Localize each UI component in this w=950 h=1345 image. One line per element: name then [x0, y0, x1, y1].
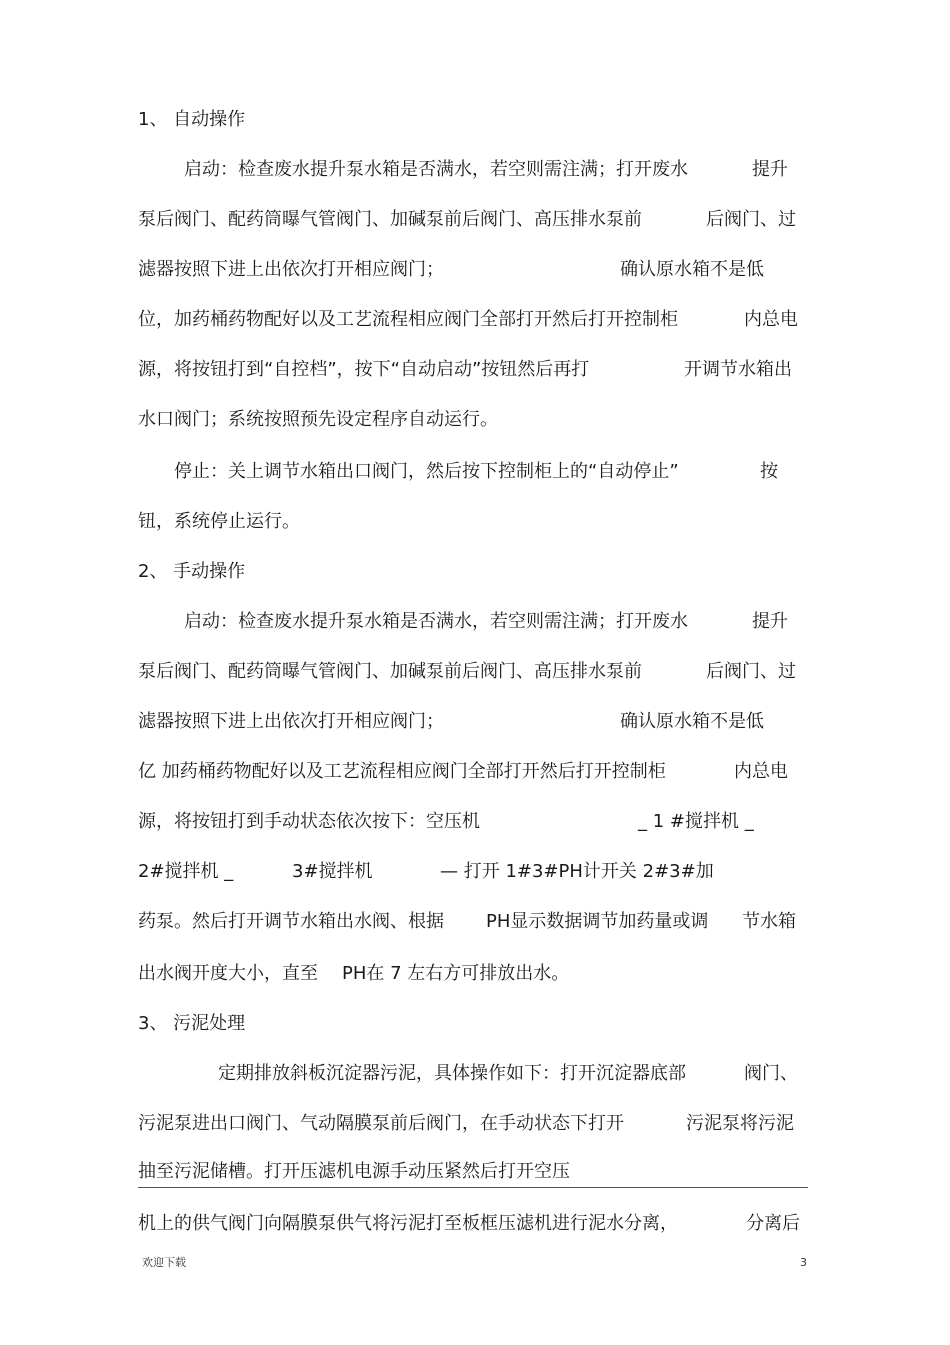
paragraph-line — [138, 660, 800, 684]
line-text: 钮，系统停止运行。 — [138, 511, 300, 532]
heading-text: 3、 污泥处理 — [138, 1013, 246, 1034]
section-heading-manual — [138, 560, 800, 584]
paragraph-line — [138, 1160, 800, 1184]
line-text: 内总电 — [734, 761, 788, 782]
paragraph-line — [138, 760, 800, 784]
line-text: 2#搅拌机 _ — [138, 861, 234, 882]
line-text: 出水阀开度大小，直至 — [138, 963, 318, 984]
paragraph-line — [138, 408, 800, 432]
line-text: 节水箱 — [742, 911, 796, 932]
footer-welcome-text: 欢迎下载 — [142, 1256, 186, 1269]
line-text: — 打开 1#3#PH计开关 2#3#加 — [440, 861, 714, 882]
line-text: 内总电 — [744, 309, 798, 330]
line-text: 启动：检查废水提升泵水箱是否满水，若空则需注满；打开废水 — [184, 611, 688, 632]
paragraph-line — [138, 510, 800, 534]
line-text: 抽至污泥储槽。打开压滤机电源手动压紧然后打开空压 — [138, 1161, 570, 1182]
line-text: 位，加药桶药物配好以及工艺流程相应阀门全部打开然后打开控制柜 — [138, 309, 678, 330]
line-text: 源，将按钮打到手动状态依次按下：空压机 — [138, 811, 480, 832]
paragraph-line — [138, 1062, 800, 1086]
section-heading-sludge — [138, 1012, 800, 1036]
line-text: 确认原水箱不是低 — [620, 711, 764, 732]
paragraph-line — [138, 860, 800, 884]
paragraph-line — [138, 308, 800, 332]
line-text: 停止：关上调节水箱出口阀门，然后按下控制柜上的“自动停止” — [174, 461, 679, 482]
line-text: 3#搅拌机 — [292, 861, 373, 882]
line-text: PH显示数据调节加药量或调 — [486, 911, 709, 932]
line-text: 提升 — [752, 159, 788, 180]
line-text: 启动：检查废水提升泵水箱是否满水，若空则需注满；打开废水 — [184, 159, 688, 180]
line-text: 分离后 — [746, 1213, 800, 1234]
line-text: 源，将按钮打到“自控档”，按下“自动启动”按钮然后再打 — [138, 359, 590, 380]
line-text: 后阀门、过 — [706, 209, 796, 230]
paragraph-line — [138, 460, 800, 484]
page-number: 3 — [800, 1256, 807, 1269]
line-text: 滤器按照下进上出依次打开相应阀门； — [138, 259, 444, 280]
line-text: 提升 — [752, 611, 788, 632]
paragraph-line — [138, 158, 800, 182]
line-text: _ 1 #搅拌机 _ — [638, 811, 754, 832]
paragraph-line — [138, 258, 800, 282]
line-text: 按 — [760, 461, 778, 482]
line-text: 阀门、 — [744, 1063, 798, 1084]
section-heading-auto — [138, 108, 800, 132]
heading-text: 2、 手动操作 — [138, 561, 246, 582]
page-break-rule — [138, 1187, 808, 1188]
paragraph-line — [138, 710, 800, 734]
line-text: 泵后阀门、配药筒曝气管阀门、加碱泵前后阀门、高压排水泵前 — [138, 209, 642, 230]
paragraph-line — [138, 962, 800, 986]
paragraph-line — [138, 810, 800, 834]
line-text: 污泥泵进出口阀门、气动隔膜泵前后阀门，在手动状态下打开 — [138, 1113, 624, 1134]
line-text: 定期排放斜板沉淀器污泥，具体操作如下：打开沉淀器底部 — [218, 1063, 686, 1084]
paragraph-line — [138, 610, 800, 634]
line-text: 水口阀门；系统按照预先设定程序自动运行。 — [138, 409, 498, 430]
line-text: 滤器按照下进上出依次打开相应阀门； — [138, 711, 444, 732]
heading-text: 1、 自动操作 — [138, 109, 246, 130]
paragraph-line — [138, 910, 800, 934]
line-text: 药泵。然后打开调节水箱出水阀、根据 — [138, 911, 444, 932]
line-text: 开调节水箱出 — [684, 359, 792, 380]
line-text: PH在 7 左右方可排放出水。 — [342, 963, 570, 984]
line-text: 泵后阀门、配药筒曝气管阀门、加碱泵前后阀门、高压排水泵前 — [138, 661, 642, 682]
paragraph-line — [138, 1212, 800, 1236]
line-text: 确认原水箱不是低 — [620, 259, 764, 280]
paragraph-line — [138, 1112, 800, 1136]
paragraph-line — [138, 208, 800, 232]
line-text: 污泥泵将污泥 — [686, 1113, 794, 1134]
line-text: 亿 加药桶药物配好以及工艺流程相应阀门全部打开然后打开控制柜 — [138, 761, 666, 782]
line-text: 机上的供气阀门向隔膜泵供气将污泥打至板框压滤机进行泥水分离， — [138, 1213, 678, 1234]
line-text: 后阀门、过 — [706, 661, 796, 682]
paragraph-line — [138, 358, 800, 382]
